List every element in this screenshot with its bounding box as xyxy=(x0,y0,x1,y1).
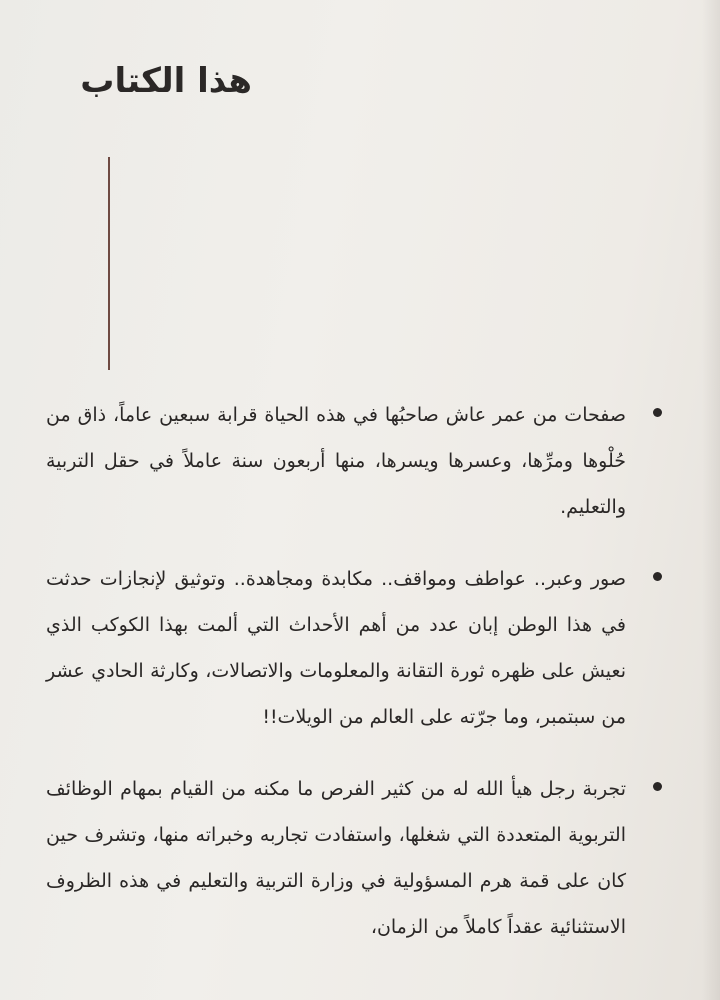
bullet-dot-icon xyxy=(653,782,662,791)
page-edge-shadow xyxy=(702,0,720,1000)
bullet-item xyxy=(46,392,666,530)
bullet-text: تجربة رجل هيأ الله له من كثير الفرص ما مكنه من القيام بمهام الوظائف التربوية المتعددة التي شغلها، واستفادت تجاربه وخبراته منها، وتشرف حين كان على قمة هرم المسؤولية في وزارة التربية والتعليم في هذه الظروف الاستثنائية عقداً كاملاً من الزمان، xyxy=(46,778,626,938)
bullet-dot-icon xyxy=(653,408,662,417)
page-title: هذا الكتاب xyxy=(80,61,252,101)
bullet-list xyxy=(46,392,666,976)
bullet-item xyxy=(46,766,666,950)
vertical-rule xyxy=(108,157,110,370)
bullet-text: صور وعبر.. عواطف ومواقف.. مكابدة ومجاهدة.. وتوثيق لإنجازات حدثت في هذا الوطن إبان عدد من أهم الأحداث التي ألمت بهذا الكوكب الذي نعيش على ظهره ثورة التقانة والمعلومات والاتصالات، وكارثة الحادي عشر من سبتمبر، وما جرّته على العالم من الويلات!! xyxy=(46,568,626,728)
bullet-text: صفحات من عمر عاش صاحبُها في هذه الحياة قرابة سبعين عاماً، ذاق من حُلْوها ومرِّها، وعسرها ويسرها، منها أربعون سنة عاملاً في حقل التربية والتعليم. xyxy=(46,404,626,518)
bullet-dot-icon xyxy=(653,572,662,581)
bullet-item xyxy=(46,556,666,740)
